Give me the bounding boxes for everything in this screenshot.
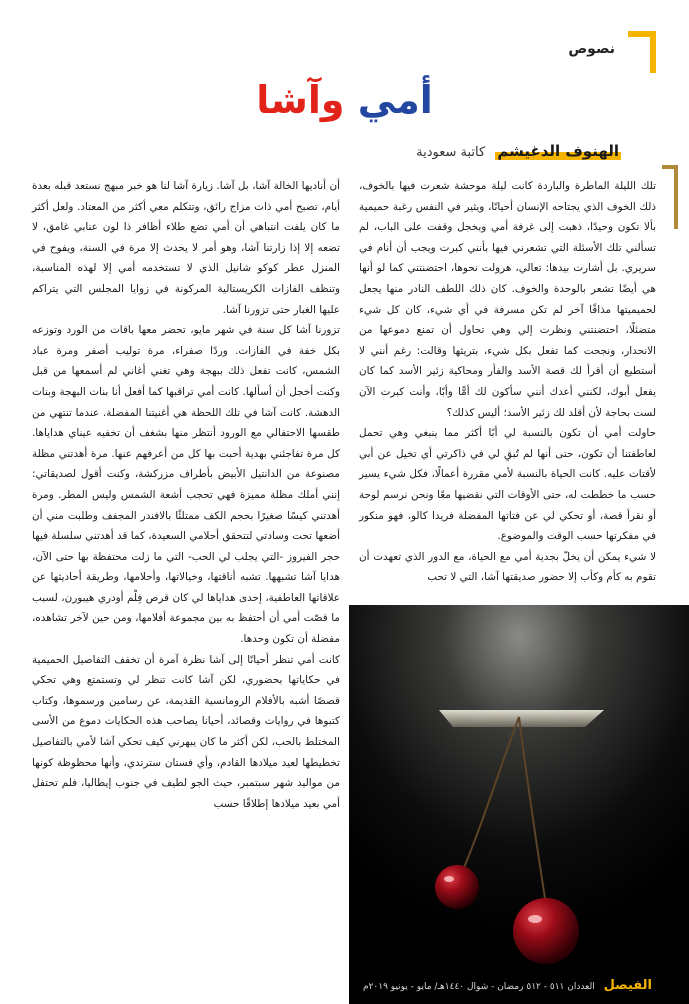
cherry-highlight: [444, 876, 454, 882]
cherry-right: [513, 898, 579, 964]
article-title: [0, 78, 689, 122]
cherries-illustration: [349, 605, 689, 1004]
magazine-logo: الفيصل: [603, 978, 652, 993]
title-part-1: أمي: [357, 78, 433, 122]
paragraph: تزورنا آشا كل سنة في شهر مايو، تحضر معها باقات من الورد وتوزعه بكل خفة في الفازات. وردًا صفراء، مرة توليب أصفر ومرة عباد الشمس، كانت تفعل ذلك ببهجة وهي تغني أغاني لم أسمعها من قبل وكنت أخجل أن أسألها. كانت أمي تراقبها كما أفعل أنا بنات البهجة وبنات الدهشة. كانت آشا في تلك اللحظة هي أغنيتنا المفضلة. عندما تنتهي من طقسها الاحتفالي مع الورود أنتظر منها بشغف أن تخفيه عيناي هداياها. كل مرة تفاجئني بهدية أحبت بها كل من أعرفهم عنها. مرة أهدتني مظلة مصنوعة من الدانتيل الأبيض بأطراف مزركشة، وكنت أقول لصديقاتي: إنني أملك مظلة مميزة فهي تحجب أشعة الشمس وليس المطر. ومرة أهدتني كيسًا صغيرًا بحجم الكف ممتلئًا بالافندر المجفف وطلبت مني أن أضعها تحت وسادتي لتتحقق أحلامي السعيدة، كما قد أهدتني سلسلة فيها حجر الفيروز -التي يجلب لي الحب- التي ما زلت محتفظة بها حتى الآن، هدايا آشا تشبهها. تشبه أناقتها، وخيالاتها، وأحلامها، وطريقة أحاديثها عن علاقاتها العاطفية، إحدى هداياها لي كان قرص فِلْم أودري هيبورن، لسبب ما قصّت أمي أن أحتفظ به بين مجموعة أفلامها، ومن حين لآخر تشاهده، مفضلة أن تكون وحدها.: [32, 324, 340, 646]
author-name: الهنوف الدغيشم: [497, 142, 619, 160]
paragraph: كانت أمي تنظر أحيانًا إلى آشا نظرة آمرة أن تخفف التفاصيل الحميمية في حكاياتها بحضوري، لكن آشا كانت تنظر لي وتستمتع وهي تحكي قصصًا أشبه بالأفلام الرومانسية القديمة، عن رسامين ورسموها، وكتاب كتبوها في روايات وقصائد، أحيانا يصاحب هذه الحكايات دموع من الأسى المختلط بالحب، لكن أكثر ما كان يبهرني كيف تحكي آشا لأمي بالتفاصيل تخطيطها لعيد ميلادها القادم، وأي فستان سترتدي، وأنها محظوظة كونها من مواليد شهر سبتمبر، حيث الجو لطيف في جنوب إيطاليا، فلم تحتفل أمي بعيد ميلادها إطلاقًا حسب: [32, 653, 340, 810]
page-footer: [342, 978, 652, 993]
section-corner-bracket: [628, 31, 656, 73]
column-corner-bracket: [662, 165, 678, 229]
issue-info: العددان ٥١١ - ٥١٢ رمضان - شوال ١٤٤٠هـ/ مايو - يونيو ٢٠١٩م: [363, 982, 595, 992]
byline: [416, 142, 621, 160]
book-pages-shape: [439, 710, 604, 727]
author-role: كاتبة سعودية: [416, 145, 486, 160]
cherry-left: [435, 865, 479, 909]
paragraph: أن أناديها الخالة آشا، بل آشا. زيارة آشا لنا هو خبر مبهج نستعد قبله بعدة أيام، تصبح أمي ذات مزاج رائق، وتتكلم معي أكثر من المعتاد. ولعل أكثر ما كان يلفت انتباهي أن أمي تضع طلاء أظافر ذا لون عنابي غامق، لا تضعه إلا إذا زارتنا آشا، وهو أمر لا يحدث إلا مرة في السنة، ويفوح في المنزل عطر كوكو شانيل الذي لا تستخدمه أمي إلا لهذه المناسبة، وتنظف الفازات الكريستالية المركونة في زوايا المجلس التي يتراكم عليها الغبار حتى تزورنا آشا.: [32, 180, 340, 316]
cherry-highlight: [528, 915, 542, 923]
paragraph: تلك الليلة الماطرة والباردة كانت ليلة موحشة شعرت فيها بالخوف، ذلك الخوف الذي يجتاحه الإنسان أحيانًا، ويثير في النفس رغبة حميمية بألا تكون وحيدًا، ذهبت إلى غرفة أمي وبخجل وقفت على الباب، لم تسألني تلك الأسئلة التي تشعرني فيها بأنني كبرت ويجب أن أنام في سريري. بل أشارت بيدها: تعالي، هرولت نحوها، احتضنتني كما لو أنها هي أيضًا تشعر بالوحدة والخوف. كان ذلك اللطف النادر منها يجعل لحميميتها مذاقًا آخر لم تكن مسرفة في أي شيء، كان كل شيء متضئلًا، احتضنتني ونظرت إلي وهي تحاول أن تمنع دموعها من الانحدار، ونجحت كما تفعل بكل شيء، بتريثها وقالت: رغم أنني لا أستطيع أن أقرأ لك قصة الأسد والفأر ومحاكية زئير الأسد كما كان يفعل أبوك، لكنني أعدك أنني سأكون لك أمًّا وأبًا، وأنت كبرت الآن لست بحاجة لأن أقلد لك زئير الأسد؛ أليس كذلك؟: [359, 180, 656, 419]
article-column-left: [32, 176, 340, 814]
title-part-2: وآشا: [256, 78, 345, 122]
paragraph: حاولت أمي أن تكون بالنسبة لي أبًا أكثر مما ينبغي وهي تحمل لعاطفتنا أن تكون، حتى أنها لم تُبقِ لي في ذاكرتي أي تخيل عن أبي لأقتات عليه. كانت الحياة بالنسبة لأمي مقررة أعمالًا، فكل شيء يسير حسب ما خططت له، حتى الأوقات التي نقضيها معًا ونحن نرسم لوحة أو نقرأ قصة، أو تحكي لي عن فتاتها المفضلة فريدا كالو، فهو منكور في مفكرتها حسب الوقت والموضوع.: [359, 427, 656, 543]
article-column-right: [359, 176, 656, 588]
cherries-photo: [349, 605, 689, 1004]
paragraph: لا شيء يمكن أن يخلّ بجدية أمي مع الحياة، مع الدور الذي تعهدت أن تقوم به كأم وكأب إلا حضور صديقتها آشا، التي لا تحب: [359, 550, 656, 584]
section-label: نصوص: [568, 41, 615, 57]
